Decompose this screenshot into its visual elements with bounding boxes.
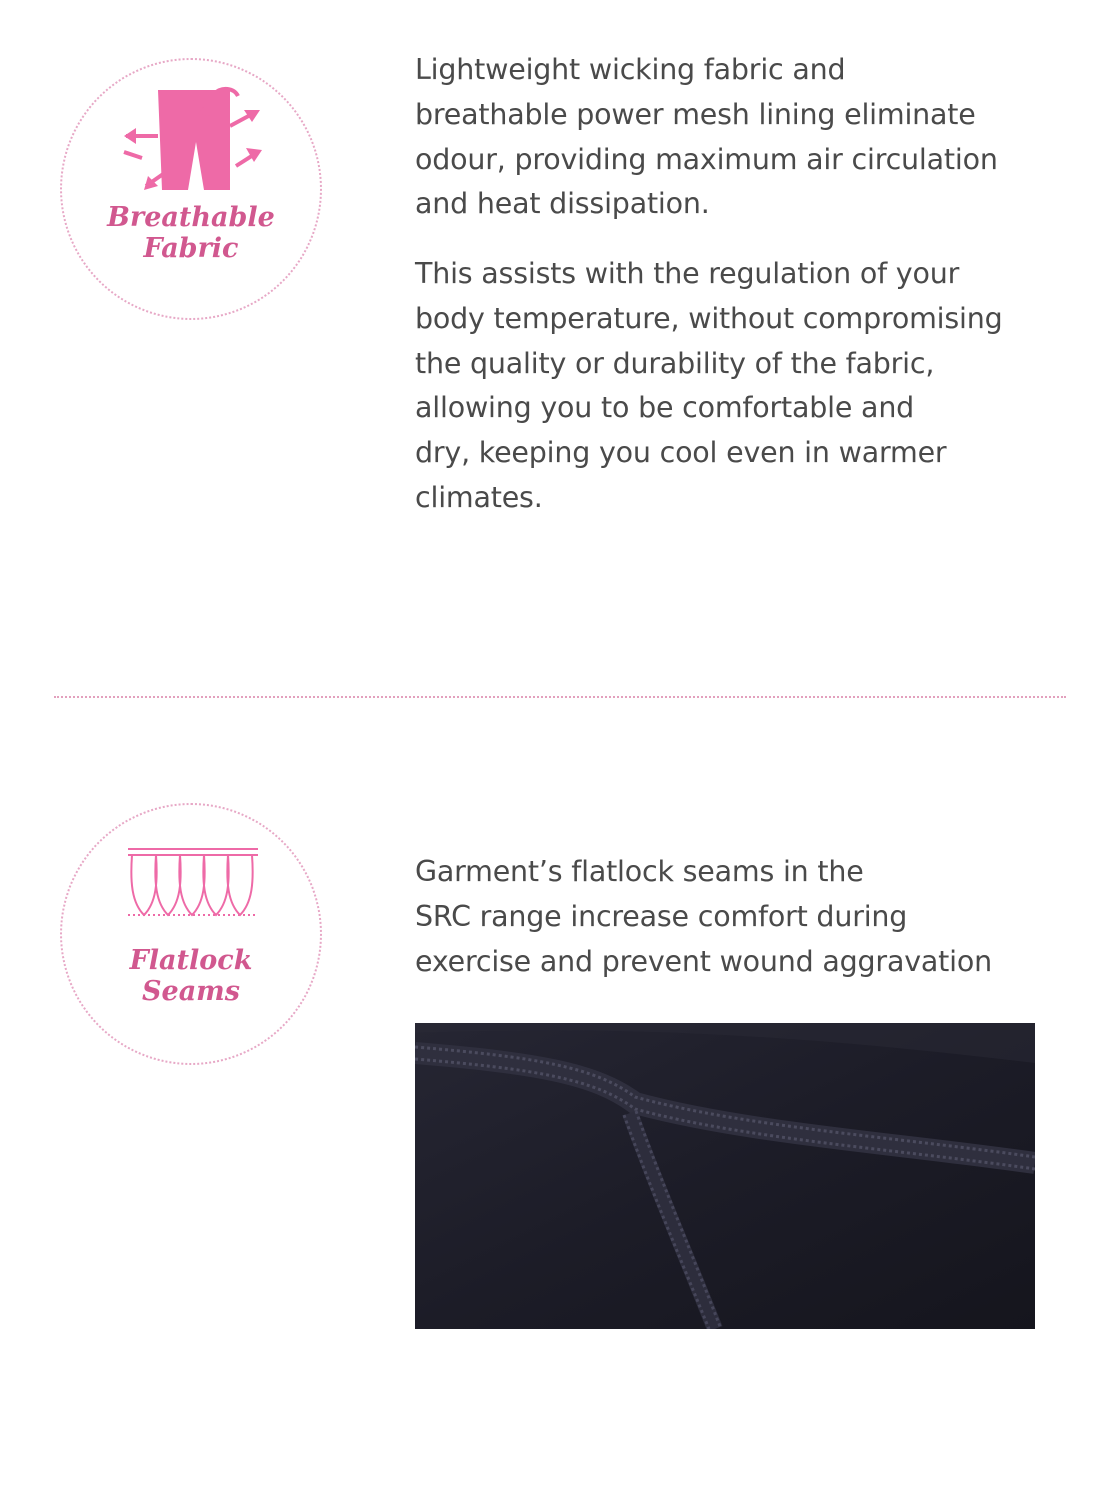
flatlock-seam-closeup-photo: [415, 1023, 1035, 1329]
badge-label: [62, 202, 320, 264]
breathable-fabric-badge: [60, 58, 322, 320]
breathable-paragraph-1: Lightweight wicking fabric and breathable power mesh lining eliminate odour, providing maximum air circulation and heat dissipation.: [415, 53, 998, 221]
badge-label-line2: Fabric: [143, 233, 239, 264]
section-divider: [54, 696, 1066, 698]
flatlock-seams-icon: [118, 843, 268, 923]
breathable-paragraph-2: This assists with the regulation of your body temperature, without compromising the quality or durability of the fabric, allowing you to be comfortable and dry, keeping you cool even in warmer climates.: [415, 257, 1003, 514]
badge-label-line1: Flatlock: [129, 945, 253, 976]
flatlock-paragraph: Garment’s flatlock seams in the SRC range increase comfort during exercise and prevent wound aggravation: [415, 855, 992, 978]
flatlock-seams-badge: [60, 803, 322, 1065]
badge-label-line1: Breathable: [107, 202, 275, 233]
breathable-fabric-icon: [118, 82, 268, 212]
badge-label: [62, 945, 320, 1007]
badge-label-line2: Seams: [142, 976, 240, 1007]
